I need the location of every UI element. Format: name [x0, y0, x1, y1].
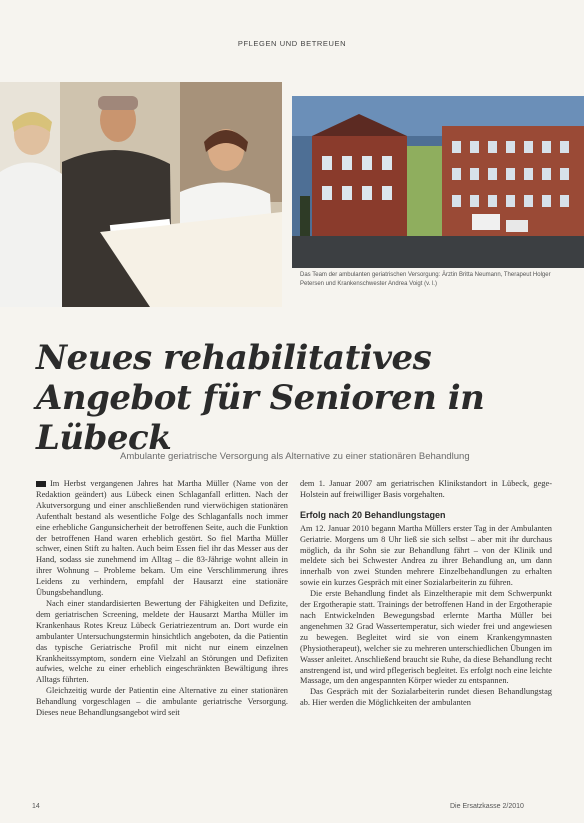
- page-subtitle: Ambulante geriatrische Versorgung als Alternative zu einer stationären Behandlung: [120, 451, 470, 462]
- article-paragraph: Gleichzeitig wurde der Patientin eine Alternative zu einer stationären Behandlung vorgeschlagen – die ambulante geriatrische Versorgung. Dieses neue Behandlungsangebot wird seit: [36, 686, 288, 718]
- section-label: PFLEGEN UND BETREUEN: [237, 39, 347, 48]
- article-paragraph: Am 12. Januar 2010 begann Martha Müllers erster Tag in der Ambulanten Geriatrie. Morgens um 8 Uhr ließ sie sich selbst – aber mit ihr durchaus möglich, da ihr Sohn sie zur Behandlung fährt – von der Klinik und meldete sich bei Schwester Andrea zu ihrer Behandlung an, um dann innerhalb von zwei Stunden mehrere Einzelbehandlungen zu erhalten sowie ein kurzes Gespräch mit einer Sozialarbeiterin zu führen.: [300, 523, 552, 588]
- page-number: 14: [32, 803, 40, 810]
- building-photo-illustration: [292, 96, 584, 268]
- article-paragraph: [36, 479, 288, 599]
- article-column-left: [36, 479, 288, 719]
- photo-caption: Das Team der ambulanten geriatrischen Versorgung: Ärztin Britta Neumann, Therapeut Holger Petersen und Krankenschwester Andrea Voigt (v. l.): [300, 272, 551, 287]
- article-paragraph-text: Im Herbst vergangenen Jahres hat Martha Müller (Name von der Redaktion geändert) aus Lübeck einen Schlaganfall erlitten. Nach der Akutversorgung und einer anschließenden rund vierwöchigen stationären Aufenthalt bestand als wesentliche Folge des Schlaganfalls noch immer eine erhebliche Gangunsicherheit der betroffenen Seite, auch die Funktion der betroffenen Hand waren erheblich gestört. So fiel Martha Müller schwer, einen Stift zu halten. Auch beim Essen fiel ihr das Messer aus der Hand, sodass sie zunehmend im Alltag – die 83-Jährige wohnt allein in ihrer Wohnung – Probleme bekam. Um eine Verschlimmerung ihres Leidens zu verhindern, empfahl der Hausarzt eine stationäre Übungsbehandlung.: [36, 479, 288, 598]
- article-paragraph: dem 1. Januar 2007 am geriatrischen Klinikstandort in Lübeck, gege-Holstein auf freiwilliger Basis vorgehalten.: [300, 479, 552, 499]
- team-photo: [0, 82, 282, 307]
- team-photo-illustration: [0, 82, 282, 307]
- page-title: Neues rehabilitatives Angebot für Senioren in Lübeck: [36, 338, 485, 458]
- article-paragraph: Die erste Behandlung findet als Einzeltherapie mit dem Schwerpunkt der Ergotherapie statt. Trainings der betroffenen Hand in der Ergotherapie nach Entwickelnden Bewegungsbad erlernte Martha Müller bei angenehmen 32 Grad Wassertemperatur, sich wieder frei und angewiesen zu bewegen. Begleitet wird sie von einem Krankengymnasten (Physiotherapeut), welcher sie zu mehreren unterschiedlichen Übungen im Wasser anleitet. Anschließend braucht sie Ruhe, da diese Behandlung recht anstrengend ist, und wird pflegerisch begleitet. Es erfolgt noch eine leichte Massage, um den angespannten Körper wieder zu entspannen.: [300, 589, 552, 686]
- article-paragraph: Das Gespräch mit der Sozialarbeiterin rundet diesen Behandlungstag ab. Hier werden die Möglichkeiten der ambulanten: [300, 687, 552, 708]
- building-photo: [292, 96, 584, 268]
- lead-marker: [36, 481, 46, 487]
- section-heading: Erfolg nach 20 Behandlungstagen: [300, 509, 446, 520]
- publication-name: Die Ersatzkasse 2/2010: [450, 803, 524, 810]
- article-column-right: [300, 479, 552, 709]
- article-paragraph: Nach einer standardisierten Bewertung der Fähigkeiten und Defizite, dem geriatrischen Screening, meldete der Hausarzt Martha Müller im Krankenhaus Rotes Kreuz Lübeck Geriatriezentrum an. Dort wurde ein ambulanter Untersuchungstermin hinsichtlich angeboten, da die Patientin das typische Geriatrische Profil mit nicht nur einem einzelnen Krankheitssymptom, sondern eine Vielzahl an Störungen und Defiziten aufwies, welche zu einer erheblich eingeschränkten Bewältigung ihres Alltags führten.: [36, 598, 288, 685]
